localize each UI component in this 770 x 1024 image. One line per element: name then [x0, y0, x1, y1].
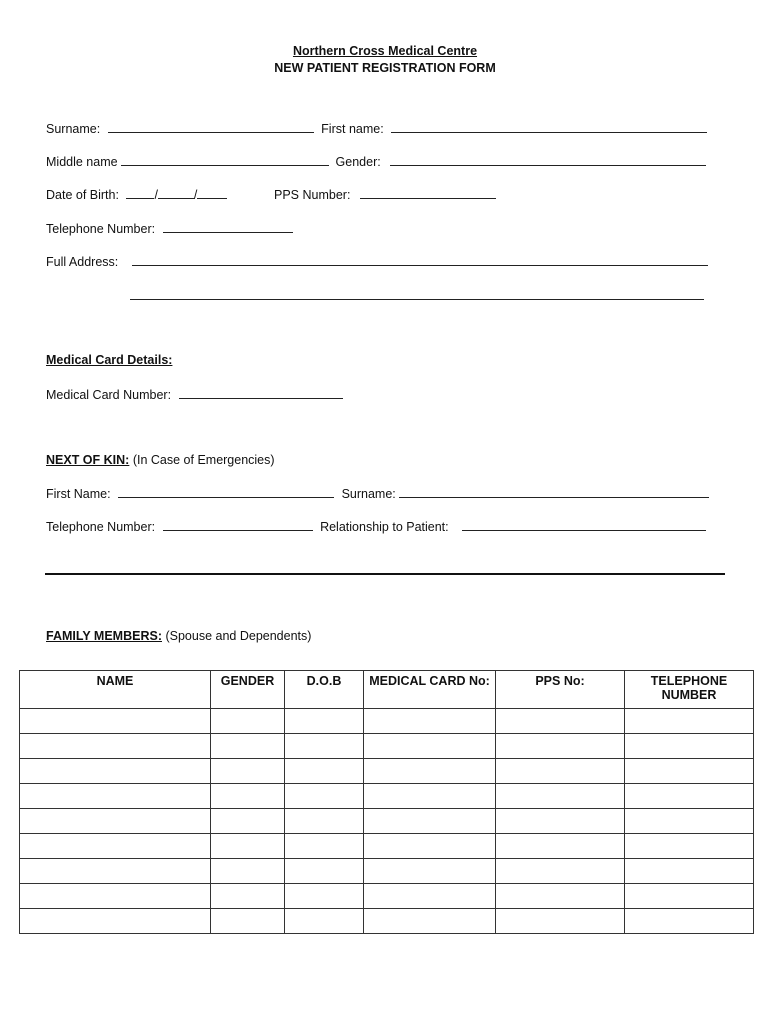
gender-field[interactable]	[390, 154, 706, 166]
dob-cell[interactable]	[285, 834, 364, 859]
pps-number-field[interactable]	[360, 187, 496, 199]
kin-relationship-field[interactable]	[462, 519, 706, 531]
dob-cell[interactable]	[285, 884, 364, 909]
pps-number-label: PPS Number:	[274, 188, 351, 202]
pps-row	[274, 187, 496, 202]
telephone-row	[46, 221, 293, 236]
kin-first-name-field[interactable]	[118, 486, 334, 498]
telephone-cell[interactable]	[625, 784, 754, 809]
telephone-cell[interactable]	[625, 859, 754, 884]
kin-relationship-label: Relationship to Patient:	[320, 520, 449, 534]
medical-card-cell[interactable]	[364, 859, 496, 884]
gender-cell[interactable]	[211, 784, 285, 809]
column-header-medical-card: MEDICAL CARD No:	[364, 671, 496, 709]
family-members-heading: FAMILY MEMBERS:	[46, 629, 162, 643]
pps-cell[interactable]	[496, 709, 625, 734]
address-row-2	[130, 288, 704, 303]
middle-name-label: Middle name	[46, 155, 118, 169]
name-cell[interactable]	[20, 884, 211, 909]
dob-cell[interactable]	[285, 784, 364, 809]
telephone-cell[interactable]	[625, 909, 754, 934]
table-row	[20, 759, 754, 784]
telephone-cell[interactable]	[625, 759, 754, 784]
family-members-note: (Spouse and Dependents)	[165, 629, 312, 643]
address-label: Full Address:	[46, 255, 119, 269]
gender-cell[interactable]	[211, 809, 285, 834]
surname-label: Surname:	[46, 122, 101, 136]
section-divider	[45, 573, 725, 575]
column-header-pps: PPS No:	[496, 671, 625, 709]
table-row	[20, 709, 754, 734]
telephone-cell[interactable]	[625, 709, 754, 734]
kin-surname-label: Surname:	[341, 487, 396, 501]
kin-first-name-label: First Name:	[46, 487, 111, 501]
table-header-row	[20, 671, 754, 709]
family-members-heading-row	[46, 629, 311, 643]
pps-cell[interactable]	[496, 834, 625, 859]
column-header-gender: GENDER	[211, 671, 285, 709]
pps-cell[interactable]	[496, 809, 625, 834]
column-header-name: NAME	[20, 671, 211, 709]
name-cell[interactable]	[20, 834, 211, 859]
table-row	[20, 909, 754, 934]
gender-cell[interactable]	[211, 709, 285, 734]
pps-cell[interactable]	[496, 909, 625, 934]
middle-name-field[interactable]	[121, 154, 329, 166]
medical-card-row	[46, 387, 343, 402]
dob-separator: /	[193, 188, 198, 202]
name-cell[interactable]	[20, 784, 211, 809]
dob-cell[interactable]	[285, 759, 364, 784]
pps-cell[interactable]	[496, 759, 625, 784]
name-cell[interactable]	[20, 709, 211, 734]
medical-card-heading: Medical Card Details:	[46, 353, 173, 367]
form-clinic-name: Northern Cross Medical Centre	[292, 44, 478, 58]
table-row	[20, 784, 754, 809]
medical-card-number-label: Medical Card Number:	[46, 388, 172, 402]
gender-label: Gender:	[335, 155, 381, 169]
dob-month-field[interactable]	[158, 187, 194, 199]
medical-card-number-field[interactable]	[179, 387, 343, 399]
table-row	[20, 809, 754, 834]
dob-year-field[interactable]	[197, 187, 227, 199]
medical-card-cell[interactable]	[364, 809, 496, 834]
medical-card-cell[interactable]	[364, 709, 496, 734]
gender-cell[interactable]	[211, 734, 285, 759]
pps-cell[interactable]	[496, 784, 625, 809]
next-of-kin-note: (In Case of Emergencies)	[132, 453, 275, 467]
telephone-cell[interactable]	[625, 884, 754, 909]
gender-cell[interactable]	[211, 909, 285, 934]
surname-row	[46, 121, 707, 136]
address-row	[46, 254, 708, 269]
medical-card-cell[interactable]	[364, 734, 496, 759]
telephone-cell[interactable]	[625, 809, 754, 834]
dob-cell[interactable]	[285, 809, 364, 834]
dob-row	[46, 187, 227, 202]
medical-card-cell[interactable]	[364, 834, 496, 859]
name-cell[interactable]	[20, 859, 211, 884]
surname-field[interactable]	[108, 121, 314, 133]
gender-cell[interactable]	[211, 759, 285, 784]
kin-telephone-field[interactable]	[163, 519, 313, 531]
address-field-line-2[interactable]	[130, 288, 704, 300]
kin-name-row	[46, 486, 709, 501]
medical-card-cell[interactable]	[364, 909, 496, 934]
name-cell[interactable]	[20, 809, 211, 834]
pps-cell[interactable]	[496, 734, 625, 759]
telephone-cell[interactable]	[625, 834, 754, 859]
next-of-kin-heading-row	[46, 453, 275, 467]
telephone-label: Telephone Number:	[46, 222, 156, 236]
dob-cell[interactable]	[285, 734, 364, 759]
dob-cell[interactable]	[285, 909, 364, 934]
kin-contact-row	[46, 519, 706, 534]
dob-cell[interactable]	[285, 859, 364, 884]
medical-card-cell[interactable]	[364, 784, 496, 809]
table-row	[20, 734, 754, 759]
medical-card-cell[interactable]	[364, 759, 496, 784]
column-header-dob: D.O.B	[285, 671, 364, 709]
dob-label: Date of Birth:	[46, 188, 119, 202]
name-cell[interactable]	[20, 734, 211, 759]
first-name-label: First name:	[321, 122, 384, 136]
table-row	[20, 884, 754, 909]
name-cell[interactable]	[20, 909, 211, 934]
family-members-table	[19, 670, 754, 934]
dob-cell[interactable]	[285, 709, 364, 734]
telephone-cell[interactable]	[625, 734, 754, 759]
kin-surname-field[interactable]	[399, 486, 709, 498]
medical-card-cell[interactable]	[364, 884, 496, 909]
table-row	[20, 834, 754, 859]
middle-name-row	[46, 154, 706, 169]
gender-cell[interactable]	[211, 884, 285, 909]
column-header-telephone: TELEPHONE NUMBER	[625, 671, 754, 709]
telephone-field[interactable]	[163, 221, 293, 233]
kin-telephone-label: Telephone Number:	[46, 520, 156, 534]
next-of-kin-heading: NEXT OF KIN:	[46, 453, 130, 467]
form-title: NEW PATIENT REGISTRATION FORM	[274, 61, 496, 75]
dob-day-field[interactable]	[126, 187, 154, 199]
dob-separator: /	[154, 188, 158, 202]
pps-cell[interactable]	[496, 884, 625, 909]
name-cell[interactable]	[20, 759, 211, 784]
first-name-field[interactable]	[391, 121, 707, 133]
gender-cell[interactable]	[211, 834, 285, 859]
pps-cell[interactable]	[496, 859, 625, 884]
address-field-line-1[interactable]	[132, 254, 708, 266]
gender-cell[interactable]	[211, 859, 285, 884]
table-row	[20, 859, 754, 884]
